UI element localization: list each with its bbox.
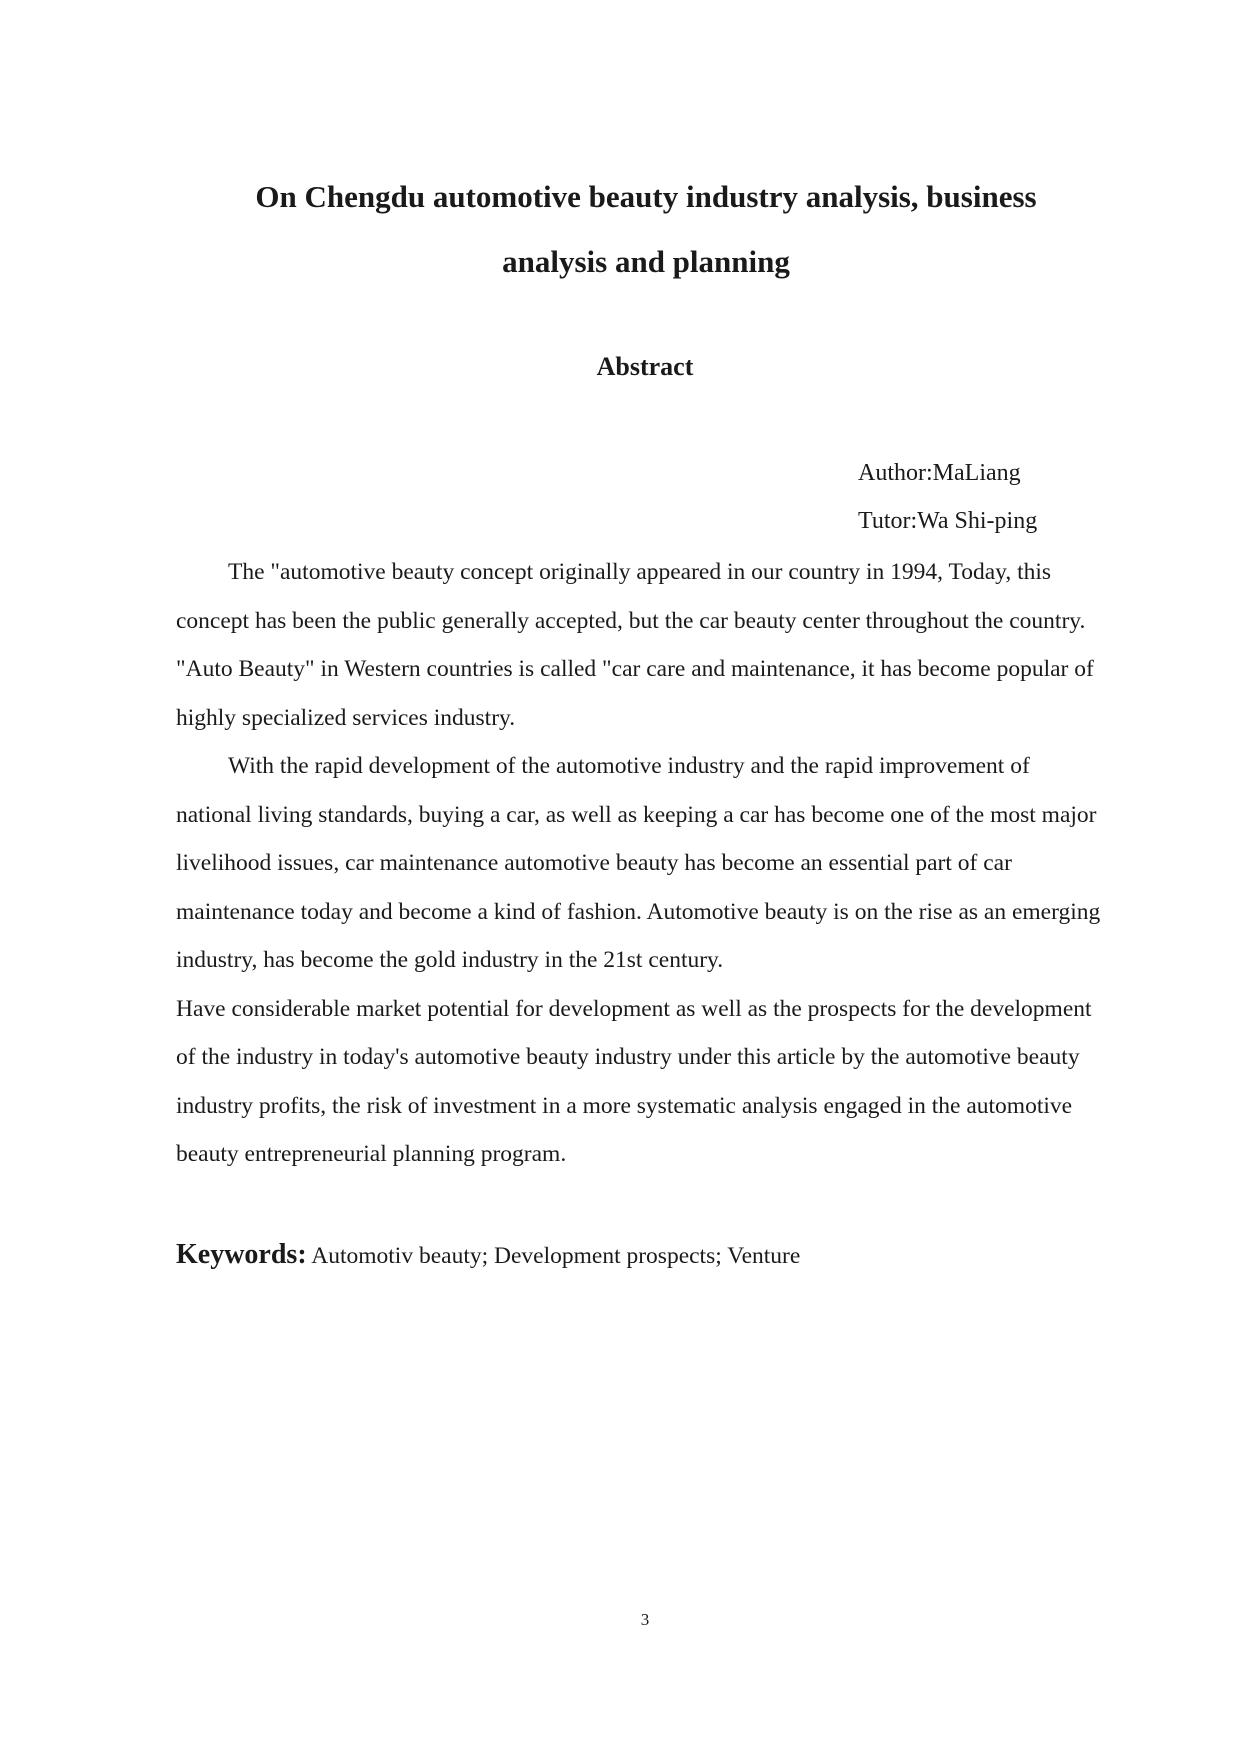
author-line: Author:MaLiang xyxy=(858,460,1021,486)
keywords-label: Keywords: xyxy=(176,1239,307,1270)
title-line-2: analysis and planning xyxy=(502,244,790,279)
abstract-body xyxy=(176,548,1111,1179)
page-number: 3 xyxy=(640,1610,650,1629)
abstract-paragraph-1: The "automotive beauty concept originally appeared in our country in 1994, Today, this concept has been the public generally accepted, but the car beauty center throughout the country. "Auto Beauty" in Western countries is called "car care and maintenance, it has become popular of highly specialized services industry. xyxy=(176,559,1094,731)
document-title xyxy=(176,164,1116,294)
title-line-1: On Chengdu automotive beauty industry analysis, business xyxy=(255,179,1037,214)
abstract-paragraph-3: Have considerable market potential for development as well as the prospects for the development of the industry in today's automotive beauty industry under this article by the automotive beauty industry profits, the risk of investment in a more systematic analysis engaged in the automotive beauty entrepreneurial planning program. xyxy=(176,995,1092,1167)
abstract-paragraph-2: With the rapid development of the automotive industry and the rapid improvement of national living standards, buying a car, as well as keeping a car has become one of the most major livelihood issues, car maintenance automotive beauty has become an essential part of car maintenance today and become a kind of fashion. Automotive beauty is on the rise as an emerging industry, has become the gold industry in the 21st century. xyxy=(176,753,1101,973)
keywords-line xyxy=(176,1238,800,1273)
keywords-list: Automotiv beauty; Development prospects; Venture xyxy=(311,1243,801,1269)
abstract-heading: Abstract xyxy=(596,352,694,381)
tutor-line: Tutor:Wa Shi-ping xyxy=(858,508,1038,534)
